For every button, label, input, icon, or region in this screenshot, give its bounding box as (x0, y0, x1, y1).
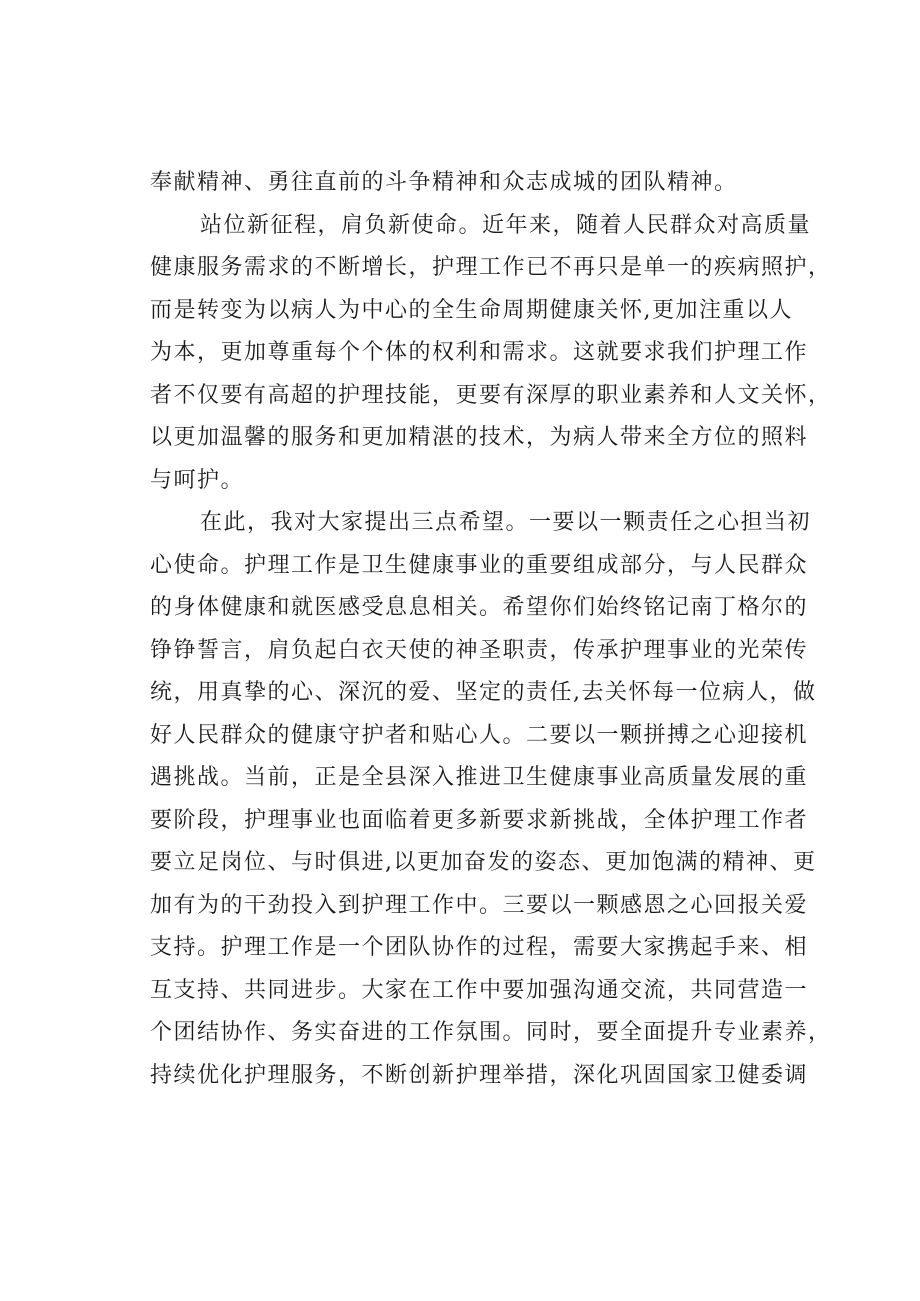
text-line: 加有为的干劲投入到护理工作中。三要以一颗感恩之心回报关爱 (150, 892, 809, 918)
text-line: 支持。护理工作是一个团队协作的过程，需要大家携起手来、相 (150, 935, 809, 960)
text-line: 铮铮誓言，肩负起白衣天使的神圣职责，传承护理事业的光荣传 (150, 637, 809, 663)
text-line: 与呵护。 (150, 467, 245, 493)
text-line: 持续优化护理服务，不断创新护理举措，深化巩固国家卫健委调 (150, 1062, 809, 1088)
text-line: 为本，更加尊重每个个体的权利和需求。这就要求我们护理工作 (150, 340, 809, 365)
text-line: 者不仅要有高超的护理技能，更要有深厚的职业素养和人文关怀， (150, 382, 832, 408)
text-line: 站位新征程，肩负新使命。近年来，随着人民群众对高质量 (200, 212, 812, 238)
text-line: 在此，我对大家提出三点希望。一要以一颗责任之心担当初 (200, 510, 812, 535)
text-line: 要立足岗位、与时俱进,以更加奋发的姿态、更加饱满的精神、更 (150, 850, 817, 875)
document-body (150, 162, 832, 1097)
text-line: 以更加温馨的服务和更加精湛的技术，为病人带来全方位的照料 (150, 425, 809, 450)
text-line: 互支持、共同进步。大家在工作中要加强沟通交流，共同营造一 (150, 977, 809, 1003)
text-line: 的身体健康和就医感受息息相关。希望你们始终铭记南丁格尔的 (150, 595, 809, 620)
text-line: 心使命。护理工作是卫生健康事业的重要组成部分，与人民群众 (150, 552, 809, 578)
text-line: 奉献精神、勇往直前的斗争精神和众志成城的团队精神。 (150, 170, 738, 195)
text-line: 个团结协作、务实奋进的工作氛围。同时，要全面提升专业素养， (150, 1020, 832, 1045)
text-line: 遇挑战。当前，正是全县深入推进卫生健康事业高质量发展的重 (150, 765, 809, 790)
text-line: 健康服务需求的不断增长，护理工作已不再只是单一的疾病照护， (150, 255, 832, 280)
text-line: 好人民群众的健康守护者和贴心人。二要以一颗拼搏之心迎接机 (150, 722, 809, 748)
text-line: 要阶段，护理事业也面临着更多新要求新挑战，全体护理工作者 (150, 807, 809, 833)
text-line: 而是转变为以病人为中心的全生命周期健康关怀,更加注重以人 (150, 297, 793, 323)
text-line: 统，用真挚的心、深沉的爱、坚定的责任,去关怀每一位病人，做 (150, 680, 817, 705)
